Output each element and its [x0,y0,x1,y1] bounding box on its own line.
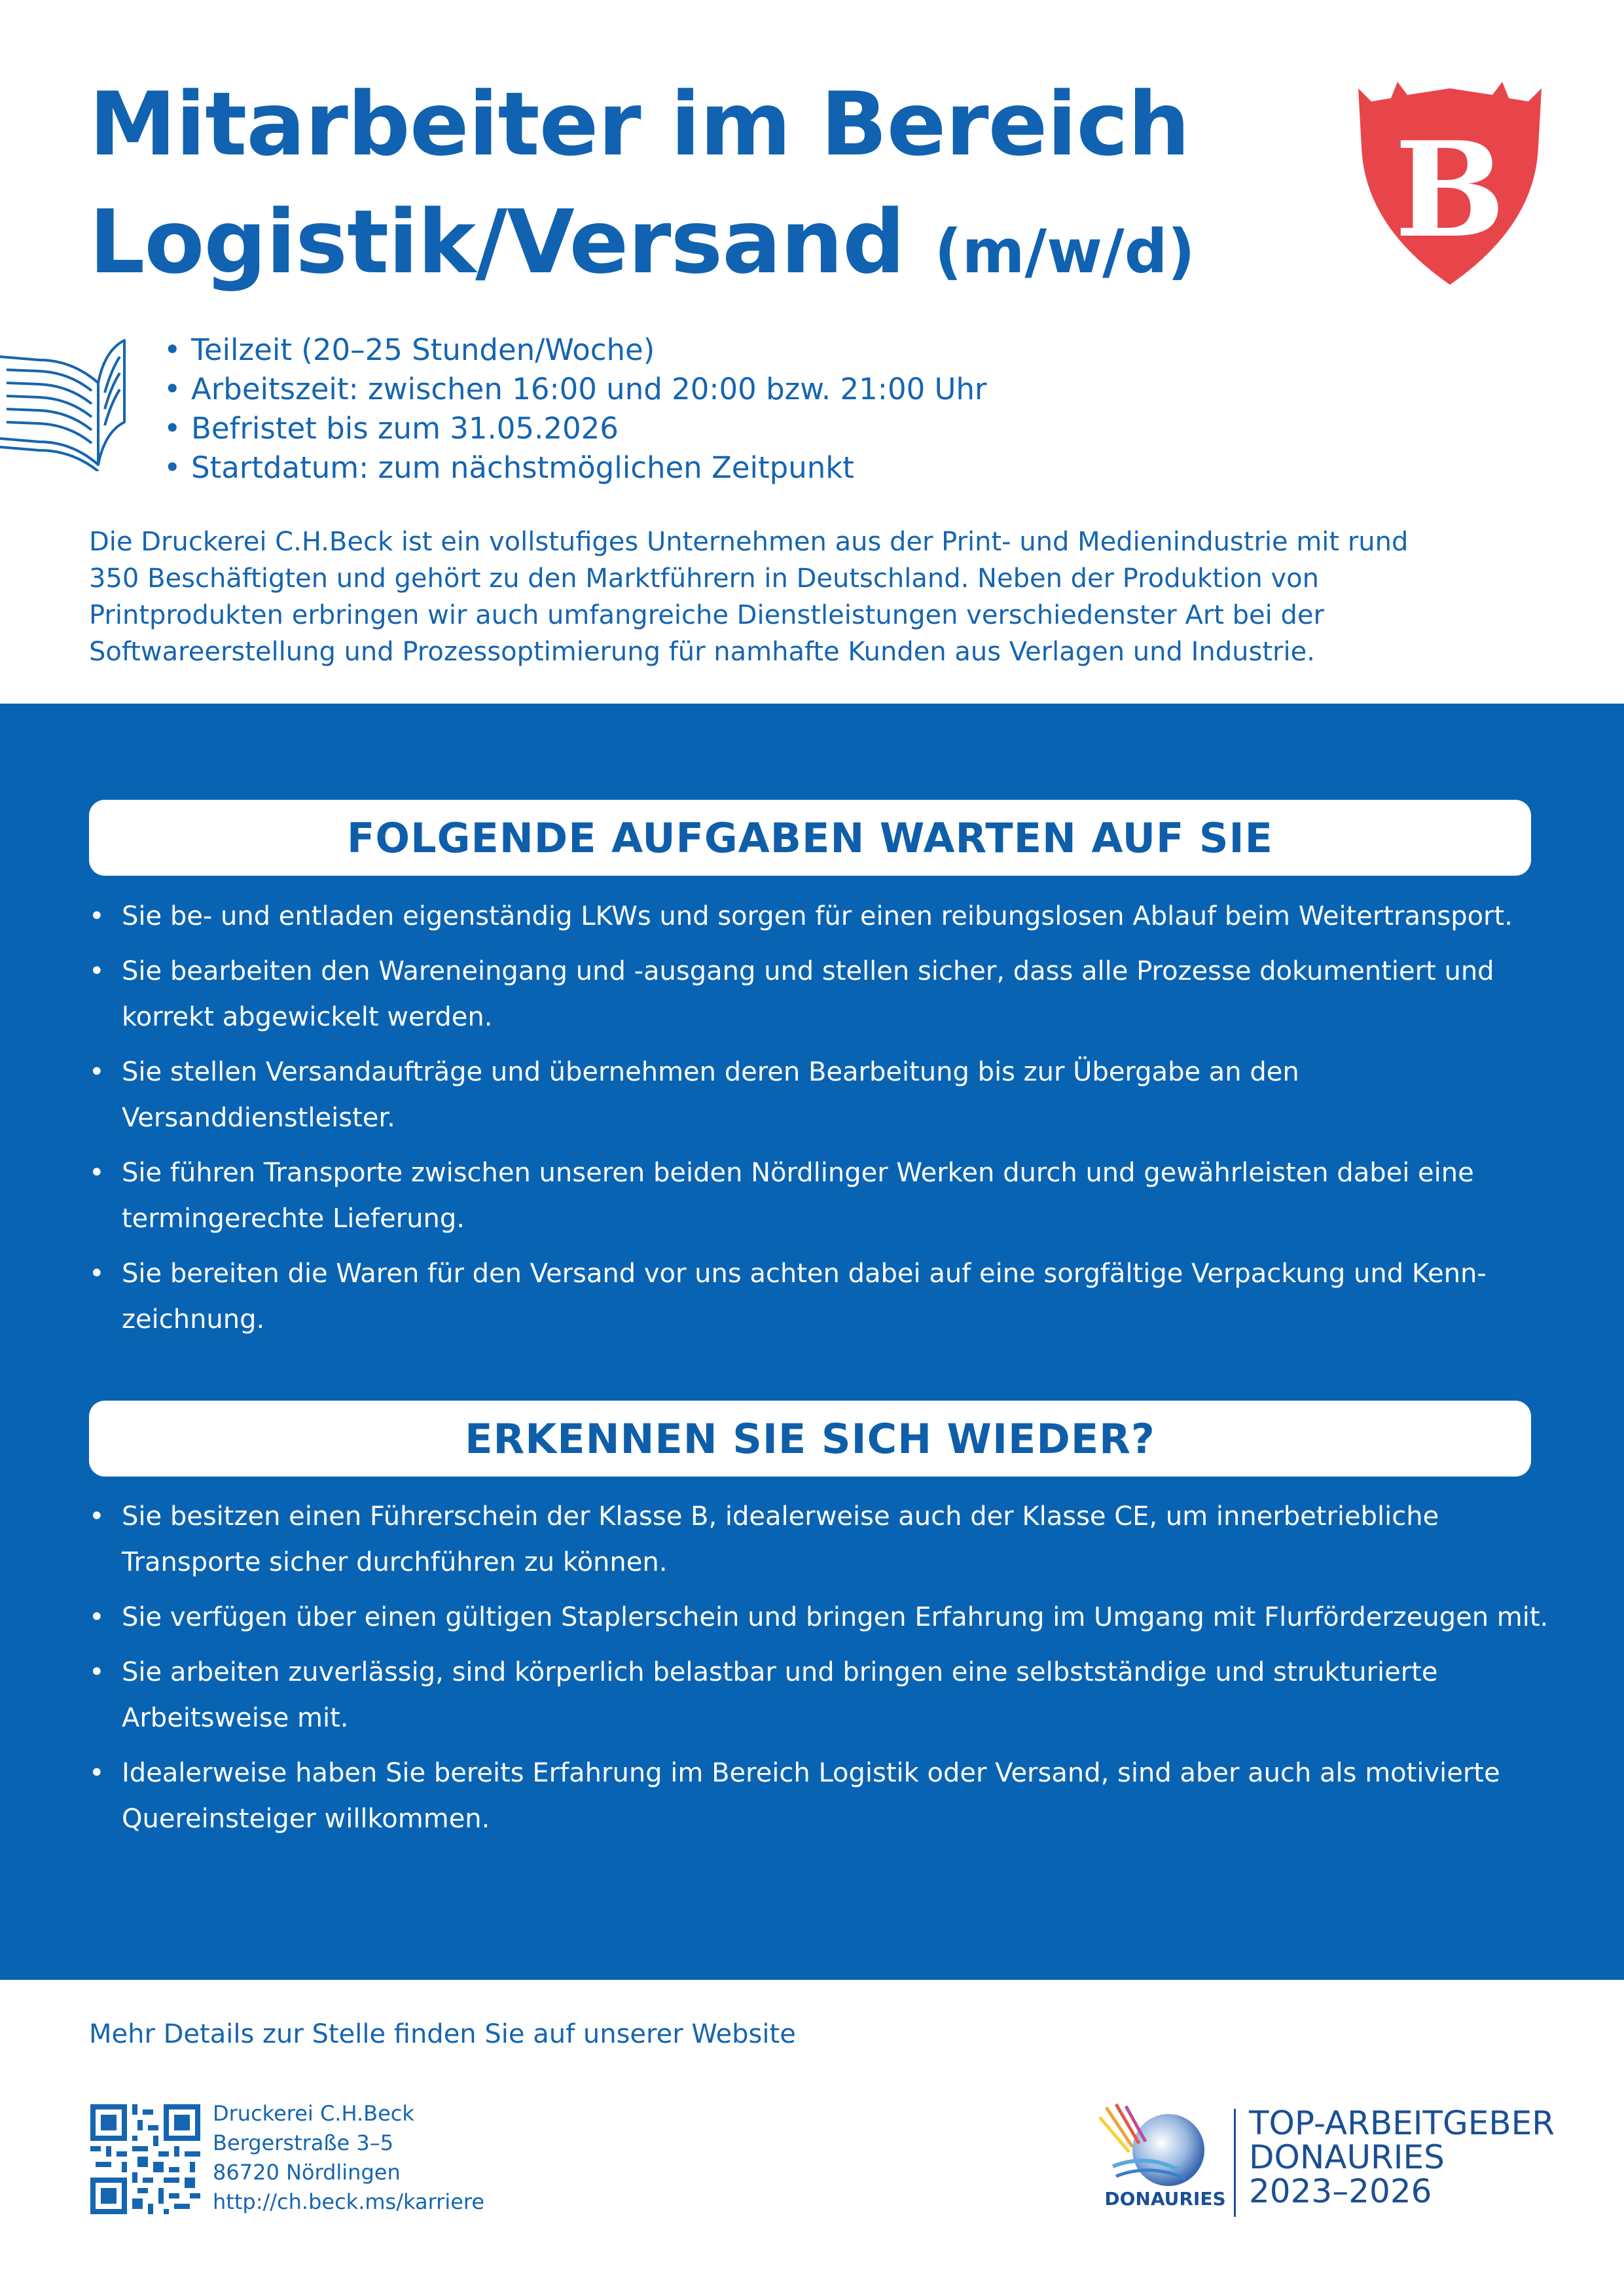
task-item: • Sie stellen Versandaufträge und übernehmen deren Bearbeitung bis zur Übergabe an den Versanddienstleister. [89,1049,1555,1141]
title-line-2: Logistik/Versand [89,191,905,293]
task-item: • Sie be- und entladen eigenständig LKWs und sorgen für einen reibungslosen Ablauf beim Weitertransport. [89,893,1555,939]
tasks-list [89,893,1555,1352]
award-badge [1249,2106,1555,2208]
fact-item: • Startdatum: zum nächstmöglichen Zeitpunkt [164,448,986,488]
task-item: • Sie bearbeiten den Wareneingang und -ausgang und stellen sicher, dass alle Prozesse dokumentiert und korrekt abgewickelt werden. [89,948,1555,1040]
fact-item: • Befristet bis zum 31.05.2026 [164,409,986,448]
profile-item: • Sie besitzen einen Führerschein der Klasse B, idealerweise auch der Klasse CE, um innerbetriebliche Transporte sicher durchführen zu können. [89,1494,1555,1585]
profile-item: • Sie verfügen über einen gültigen Staplerschein und bringen Erfahrung im Umgang mit Flurförderzeugen mit. [89,1594,1555,1640]
task-item: • Sie bereiten die Waren für den Versand vor uns achten dabei auf eine sorgfältige Verpackung und Kenn-zeichnung. [89,1251,1555,1342]
company-intro: Die Druckerei C.H.Beck ist ein vollstufiges Unternehmen aus der Print- und Medienindustrie mit rund 350 Beschäftigten und gehört zu den Marktführern in Deutschland. Neben der Produktion von Printprodukten erbringen wir auch umfangreiche Dienstleistungen verschiedenster Art bei der Softwareerstellung und Prozessoptimierung für namhafte Kunden aus Verlagen und Industrie. [89,527,1409,667]
award-line-2: DONAURIES [1249,2138,1445,2176]
job-facts-list [164,331,986,488]
profile-heading: ERKENNEN SIE SICH WIEDER? [89,1401,1531,1477]
fact-item: • Arbeitszeit: zwischen 16:00 und 20:00 bzw. 21:00 Uhr [164,370,986,409]
address-url[interactable]: http://ch.beck.ms/karriere [213,2189,485,2214]
book-icon [0,331,131,471]
profile-item: • Idealerweise haben Sie bereits Erfahrung im Bereich Logistik oder Versand, sind aber auch als motivierte Quereinsteiger willkommen. [89,1750,1555,1842]
address-street: Bergerstraße 3–5 [213,2130,394,2155]
title-line-1: Mitarbeiter im Bereich [89,73,1190,175]
company-logo-crest [1352,75,1548,291]
donauries-logo-text: DONAURIES [1104,2188,1226,2210]
tasks-heading: FOLGENDE AUFGABEN WARTEN AUF SIE [89,800,1531,876]
logo-letter: B [1394,113,1506,267]
award-line-1: TOP-ARBEITGEBER [1249,2104,1555,2142]
qr-code[interactable] [90,2104,200,2214]
task-item: • Sie führen Transporte zwischen unseren beiden Nördlinger Werken durch und gewährleisten dabei eine termingerechte Lieferung. [89,1150,1555,1242]
more-details-text: Mehr Details zur Stelle finden Sie auf unserer Website [89,2019,796,2049]
address-city: 86720 Nördlingen [213,2160,401,2185]
profile-list [89,1494,1555,1851]
award-divider [1234,2109,1236,2217]
fact-item: • Teilzeit (20–25 Stunden/Woche) [164,331,986,370]
blue-content-section [0,704,1624,1980]
profile-item: • Sie arbeiten zuverlässig, sind körperlich belastbar und bringen eine selbstständige und strukturierte Arbeitsweise mit. [89,1649,1555,1741]
company-address [213,2099,484,2217]
address-company: Druckerei C.H.Beck [213,2101,414,2126]
award-line-3: 2023–2026 [1249,2172,1432,2210]
page-title [89,65,1333,311]
title-gender-suffix: (m/w/d) [934,217,1195,287]
